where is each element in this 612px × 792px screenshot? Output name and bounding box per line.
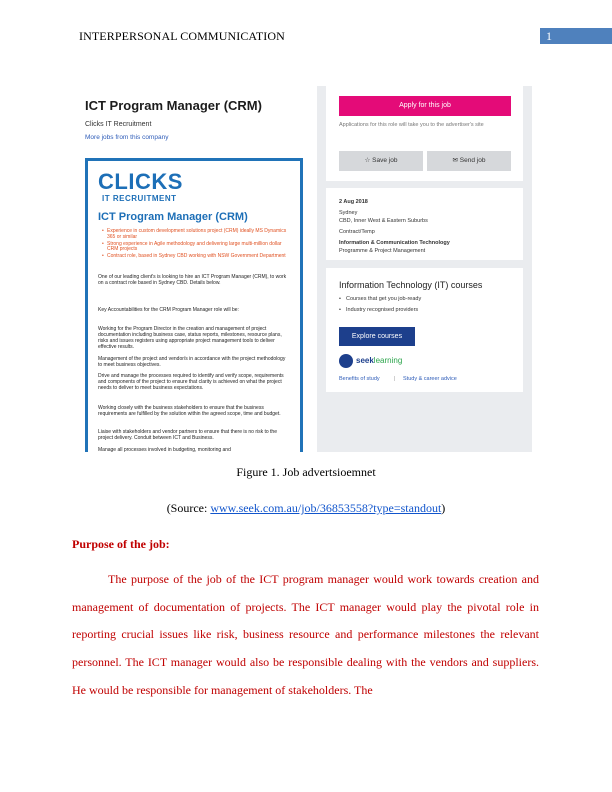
ad-paragraph: Manage all processes involved in budgeting, monitoring and xyxy=(98,447,231,452)
apply-card xyxy=(326,86,523,181)
ad-paragraph: Liaise with stakeholders and vendor partners to ensure that there is no risk to the project delivery. Conduit between ICT and Business. xyxy=(98,429,277,441)
job-ad-body xyxy=(85,158,303,452)
clicks-logo: CLICKS xyxy=(98,169,183,194)
explore-courses-button[interactable]: Explore courses xyxy=(339,327,415,346)
page-number: 1 xyxy=(540,28,612,44)
ad-paragraph: Drive and manage the processes required to identify and verify scope, requirements and components of the project to ensure that clarity is achieved on what the project needs to deliver to meet business expectations. xyxy=(98,373,284,391)
ad-paragraph: Management of the project and vendor/s in accordance with the project methodology to meet business objectives. xyxy=(98,356,286,368)
figure-source xyxy=(0,501,612,516)
apply-button[interactable]: Apply for this job xyxy=(339,96,511,116)
classification: Information & Communication Technology xyxy=(339,240,450,246)
clicks-logo-sub: IT RECRUITMENT xyxy=(102,194,177,203)
courses-heading: Information Technology (IT) courses xyxy=(339,280,483,290)
source-link[interactable]: www.seek.com.au/job/36853558?type=standout xyxy=(210,501,442,515)
ad-paragraph: Working for the Program Director in the creation and management of project documentation including business case, status reports, milestones, resource plans, risks and issues registers using appropriate project management tools to deliver effective results. xyxy=(98,326,282,350)
apply-note: Applications for this role will take you to the advertiser's site xyxy=(339,122,484,128)
company-name: Clicks IT Recruitment xyxy=(85,121,152,128)
courses-card xyxy=(326,268,523,392)
ad-paragraph: Working closely with the business stakeholders to ensure that the business requirements are fulfilled by the solution within the agreed scope, time and budget. xyxy=(98,405,281,417)
job-title: ICT Program Manager (CRM) xyxy=(85,98,262,113)
area: CBD, Inner West & Eastern Suburbs xyxy=(339,218,428,224)
send-job-button[interactable] xyxy=(427,151,511,171)
benefits-link[interactable]: Benefits of study xyxy=(339,376,380,382)
career-advice-link[interactable]: Study & career advice xyxy=(403,376,457,382)
save-job-button[interactable] xyxy=(339,151,423,171)
seek-logo-icon xyxy=(339,354,353,368)
body-paragraph: The purpose of the job of the ICT program manager would work towards creation and management of documentation of projects. The ICT manager would play the pivotal role in reporting crucial issues like risk, business resource and performance milestones the relevant personnel. The ICT manager would also be responsible dealing with the vendors and suppliers. He would be responsible for management of stakeholders. The xyxy=(72,572,539,697)
list-item: • Industry recognised providers xyxy=(339,307,421,313)
running-header: INTERPERSONAL COMMUNICATION xyxy=(79,29,285,43)
job-details-card xyxy=(326,188,523,260)
star-icon: ☆ xyxy=(364,157,371,164)
list-item: • Strong experience in Agile methodology and delivering large multi-million dollar CRM projects xyxy=(102,242,287,254)
location: Sydney xyxy=(339,210,358,216)
ad-title: ICT Program Manager (CRM) xyxy=(98,211,248,223)
list-item: • Experience in custom development solutions project (CRM) ideally MS Dynamics 365 or similar xyxy=(102,229,287,241)
source-suffix: ) xyxy=(441,501,446,515)
link-separator: | xyxy=(394,376,396,382)
more-jobs-link[interactable]: More jobs from this company xyxy=(85,134,169,141)
job-card xyxy=(72,86,317,452)
job-ad-screenshot xyxy=(72,86,532,452)
seek-text: seek xyxy=(356,356,374,365)
save-job-label: Save job xyxy=(372,157,398,164)
posted-date: 2 Aug 2018 xyxy=(339,199,368,205)
seek-learning-logo xyxy=(356,356,402,365)
list-item: • Courses that get you job-ready xyxy=(339,296,421,302)
list-item: • Contract role, based in Sydney CBD working with NSW Government Department xyxy=(102,254,287,260)
learning-text: learning xyxy=(373,356,403,365)
envelope-icon: ✉ xyxy=(452,157,458,164)
figure-caption: Figure 1. Job advertsioemnet xyxy=(236,465,376,479)
section-heading: Purpose of the job: xyxy=(72,537,170,551)
subclassification: Programme & Project Management xyxy=(339,248,426,254)
ad-paragraph: One of our leading client's is looking to hire an ICT Program Manager (CRM), to work on a contract role based in Sydney CBD. Details below. xyxy=(98,274,287,286)
ad-bullets xyxy=(102,229,287,261)
work-type: Contract/Temp xyxy=(339,229,375,235)
ad-paragraph: Key Accountabilities for the CRM Program Manager role will be: xyxy=(98,307,239,313)
courses-list xyxy=(339,296,421,318)
source-prefix: (Source: xyxy=(166,501,211,515)
send-job-label: Send job xyxy=(459,157,486,164)
